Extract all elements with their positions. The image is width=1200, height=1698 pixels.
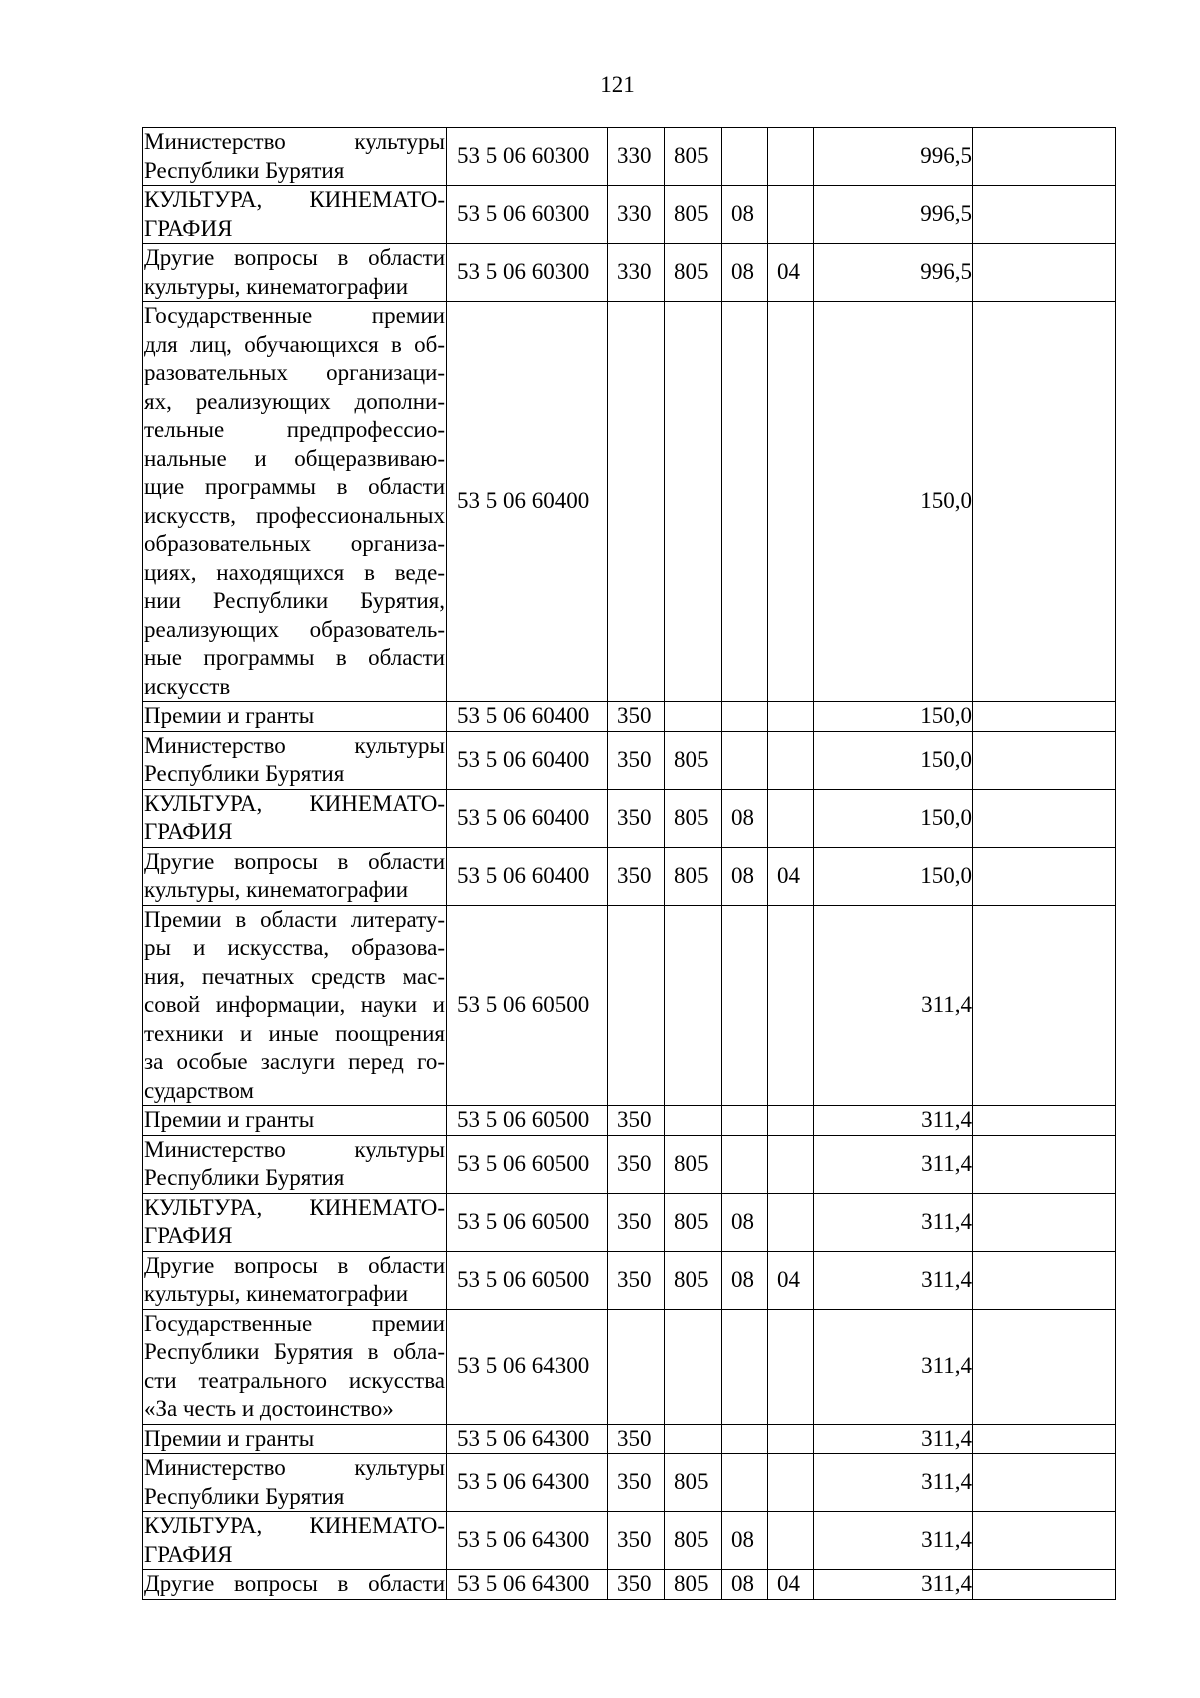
row-name-line: Другие вопросы в области	[144, 848, 445, 874]
table-row	[143, 186, 1116, 244]
row-sum-cell: 150,0	[814, 847, 973, 905]
row-name-cell	[143, 302, 447, 702]
row-sum-cell: 996,5	[814, 128, 973, 186]
row-name-line: культуры, кинематографии	[144, 1281, 409, 1306]
row-name-cell	[143, 1309, 447, 1424]
row-pr-cell: 04	[768, 244, 814, 302]
row-name-line: образовательных организа-	[144, 531, 445, 556]
row-vr-cell: 350	[608, 1193, 665, 1251]
row-extra-cell	[973, 302, 1116, 702]
row-rz-cell	[722, 1106, 768, 1136]
row-code-cell: 53 5 06 64300	[447, 1570, 608, 1600]
row-extra-cell	[973, 1193, 1116, 1251]
table-row	[143, 128, 1116, 186]
row-vr-cell: 350	[608, 1135, 665, 1193]
row-pr-cell	[768, 1135, 814, 1193]
row-grbs-cell: 805	[665, 1193, 722, 1251]
row-grbs-cell	[665, 302, 722, 702]
row-extra-cell	[973, 1454, 1116, 1512]
row-name-line: культуры, кинематографии	[144, 273, 409, 299]
row-code-cell: 53 5 06 60400	[447, 302, 608, 702]
row-code-cell: 53 5 06 60400	[447, 789, 608, 847]
row-name-cell	[143, 1570, 447, 1600]
row-sum-cell: 311,4	[814, 1309, 973, 1424]
row-name-cell	[143, 1424, 447, 1454]
row-vr-cell: 330	[608, 244, 665, 302]
row-code-cell: 53 5 06 60400	[447, 847, 608, 905]
row-extra-cell	[973, 1570, 1116, 1600]
row-name-line: ГРАФИЯ	[144, 215, 233, 241]
table-row	[143, 1570, 1116, 1600]
row-vr-cell: 350	[608, 1251, 665, 1309]
row-pr-cell: 04	[768, 847, 814, 905]
row-name-line: совой информации, науки и	[144, 992, 445, 1017]
row-name-line: сударством	[144, 1077, 254, 1103]
row-pr-cell: 04	[768, 1251, 814, 1309]
row-extra-cell	[973, 702, 1116, 732]
row-sum-cell: 311,4	[814, 1424, 973, 1454]
row-rz-cell	[722, 1309, 768, 1424]
row-rz-cell: 08	[722, 1251, 768, 1309]
table-row	[143, 847, 1116, 905]
row-name-cell	[143, 186, 447, 244]
row-grbs-cell	[665, 1424, 722, 1454]
row-vr-cell: 350	[608, 847, 665, 905]
row-rz-cell	[722, 905, 768, 1106]
row-name-line: Министерство культуры	[144, 732, 445, 758]
row-sum-cell: 311,4	[814, 1570, 973, 1600]
row-grbs-cell: 805	[665, 1570, 722, 1600]
row-extra-cell	[973, 847, 1116, 905]
row-name-line: Премии и гранты	[144, 1425, 315, 1451]
row-name-line: Республики Бурятия	[144, 157, 345, 183]
row-name-line: ры и искусства, образова-	[144, 935, 445, 960]
row-rz-cell	[722, 302, 768, 702]
row-name-line: Республики Бурятия	[144, 761, 345, 786]
row-vr-cell: 350	[608, 1424, 665, 1454]
row-name-line: ные программы в области	[144, 645, 445, 670]
row-code-cell: 53 5 06 60300	[447, 186, 608, 244]
row-name-line: Другие вопросы в области	[144, 245, 445, 270]
row-pr-cell	[768, 1309, 814, 1424]
row-name-cell	[143, 789, 447, 847]
row-name-line: нальные и общеразвиваю-	[144, 445, 445, 471]
row-rz-cell	[722, 1135, 768, 1193]
row-name-line: ния, печатных средств мас-	[144, 963, 445, 989]
row-name-line: Государственные премии	[144, 303, 445, 328]
row-grbs-cell	[665, 1309, 722, 1424]
page-number: 121	[600, 72, 635, 97]
table-row	[143, 731, 1116, 789]
row-sum-cell: 150,0	[814, 302, 973, 702]
row-code-cell: 53 5 06 60300	[447, 244, 608, 302]
row-pr-cell	[768, 1512, 814, 1570]
row-rz-cell	[722, 731, 768, 789]
row-grbs-cell: 805	[665, 128, 722, 186]
row-extra-cell	[973, 1309, 1116, 1424]
row-name-cell	[143, 847, 447, 905]
row-grbs-cell: 805	[665, 731, 722, 789]
row-vr-cell: 330	[608, 186, 665, 244]
row-sum-cell: 311,4	[814, 1135, 973, 1193]
row-name-line: ГРАФИЯ	[144, 819, 233, 844]
row-name-line: для лиц, обучающихся в об-	[144, 331, 445, 357]
row-name-line: КУЛЬТУРА, КИНЕМАТО-	[144, 790, 445, 816]
row-code-cell: 53 5 06 60500	[447, 1106, 608, 1136]
row-sum-cell: 150,0	[814, 731, 973, 789]
row-name-cell	[143, 731, 447, 789]
row-name-line: Государственные премии	[144, 1310, 445, 1336]
row-rz-cell: 08	[722, 186, 768, 244]
row-name-line: Премии в области литерату-	[144, 906, 445, 932]
row-name-cell	[143, 128, 447, 186]
row-rz-cell: 08	[722, 789, 768, 847]
table-row	[143, 1309, 1116, 1424]
row-code-cell: 53 5 06 60500	[447, 1251, 608, 1309]
row-pr-cell	[768, 1424, 814, 1454]
row-vr-cell: 350	[608, 1570, 665, 1600]
row-pr-cell	[768, 302, 814, 702]
row-rz-cell: 08	[722, 1512, 768, 1570]
row-name-line: щие программы в области	[144, 474, 445, 499]
row-code-cell: 53 5 06 64300	[447, 1309, 608, 1424]
row-name-line: за особые заслуги перед го-	[144, 1049, 445, 1074]
row-name-line: Другие вопросы в области	[144, 1252, 445, 1278]
row-pr-cell	[768, 128, 814, 186]
row-extra-cell	[973, 244, 1116, 302]
row-vr-cell: 350	[608, 731, 665, 789]
row-name-line: разовательных организаци-	[144, 360, 445, 385]
row-extra-cell	[973, 1106, 1116, 1136]
row-vr-cell: 330	[608, 128, 665, 186]
table-row	[143, 905, 1116, 1106]
table-row	[143, 302, 1116, 702]
row-extra-cell	[973, 186, 1116, 244]
table-body	[143, 128, 1116, 1600]
row-grbs-cell: 805	[665, 1454, 722, 1512]
row-rz-cell: 08	[722, 1193, 768, 1251]
row-sum-cell: 311,4	[814, 905, 973, 1106]
table-row	[143, 1454, 1116, 1512]
row-name-line: КУЛЬТУРА, КИНЕМАТО-	[144, 1513, 445, 1538]
row-name-cell	[143, 1135, 447, 1193]
row-code-cell: 53 5 06 60500	[447, 1193, 608, 1251]
row-grbs-cell	[665, 905, 722, 1106]
row-extra-cell	[973, 789, 1116, 847]
row-sum-cell: 311,4	[814, 1512, 973, 1570]
row-sum-cell: 311,4	[814, 1251, 973, 1309]
row-name-line: «За честь и достоинство»	[144, 1396, 394, 1421]
row-rz-cell: 08	[722, 847, 768, 905]
row-name-line: ГРАФИЯ	[144, 1223, 233, 1248]
row-code-cell: 53 5 06 60500	[447, 905, 608, 1106]
row-name-cell	[143, 1193, 447, 1251]
row-pr-cell	[768, 905, 814, 1106]
row-name-line: ГРАФИЯ	[144, 1541, 233, 1567]
row-name-line: Министерство культуры	[144, 129, 445, 154]
table-row	[143, 1193, 1116, 1251]
row-extra-cell	[973, 1424, 1116, 1454]
row-extra-cell	[973, 905, 1116, 1106]
row-name-line: нии Республики Бурятия,	[144, 588, 445, 613]
row-extra-cell	[973, 1512, 1116, 1570]
row-sum-cell: 311,4	[814, 1193, 973, 1251]
row-grbs-cell: 805	[665, 1135, 722, 1193]
row-vr-cell: 350	[608, 702, 665, 732]
row-name-line: Республики Бурятия	[144, 1483, 345, 1509]
row-rz-cell: 08	[722, 1570, 768, 1600]
row-name-line: циях, находящихся в веде-	[144, 559, 445, 585]
row-extra-cell	[973, 731, 1116, 789]
row-code-cell: 53 5 06 64300	[447, 1512, 608, 1570]
row-name-line: искусств, профессиональных	[144, 502, 445, 528]
row-name-line: Премии и гранты	[144, 703, 315, 728]
row-pr-cell	[768, 1193, 814, 1251]
row-name-line: Министерство культуры	[144, 1136, 445, 1162]
table-row	[143, 1424, 1116, 1454]
row-name-cell	[143, 244, 447, 302]
row-grbs-cell: 805	[665, 186, 722, 244]
row-code-cell: 53 5 06 60400	[447, 731, 608, 789]
row-pr-cell: 04	[768, 1570, 814, 1600]
row-vr-cell: 350	[608, 1106, 665, 1136]
row-name-cell	[143, 1512, 447, 1570]
row-pr-cell	[768, 731, 814, 789]
row-name-line: Республики Бурятия в обла-	[144, 1339, 445, 1364]
row-name-cell	[143, 1251, 447, 1309]
row-vr-cell	[608, 302, 665, 702]
row-grbs-cell: 805	[665, 244, 722, 302]
budget-table	[142, 127, 1116, 1600]
row-name-line: культуры, кинематографии	[144, 877, 409, 902]
table-row	[143, 789, 1116, 847]
table-row	[143, 1135, 1116, 1193]
row-sum-cell: 996,5	[814, 244, 973, 302]
row-code-cell: 53 5 06 60300	[447, 128, 608, 186]
table-row	[143, 1251, 1116, 1309]
row-code-cell: 53 5 06 60400	[447, 702, 608, 732]
row-grbs-cell	[665, 1106, 722, 1136]
row-name-line: Министерство культуры	[144, 1455, 445, 1480]
row-name-line: КУЛЬТУРА, КИНЕМАТО-	[144, 1194, 445, 1220]
row-name-line: сти театрального искусства	[144, 1367, 445, 1393]
row-grbs-cell: 805	[665, 789, 722, 847]
row-pr-cell	[768, 186, 814, 244]
row-extra-cell	[973, 1135, 1116, 1193]
row-pr-cell	[768, 702, 814, 732]
row-rz-cell	[722, 702, 768, 732]
row-pr-cell	[768, 789, 814, 847]
row-sum-cell: 150,0	[814, 702, 973, 732]
row-code-cell: 53 5 06 64300	[447, 1424, 608, 1454]
row-name-line: Премии и гранты	[144, 1107, 315, 1132]
row-vr-cell: 350	[608, 1454, 665, 1512]
row-name-line: тельные предпрофессио-	[144, 417, 445, 442]
row-sum-cell: 150,0	[814, 789, 973, 847]
row-pr-cell	[768, 1106, 814, 1136]
row-name-cell	[143, 1454, 447, 1512]
row-sum-cell: 311,4	[814, 1106, 973, 1136]
row-sum-cell: 311,4	[814, 1454, 973, 1512]
row-vr-cell	[608, 1309, 665, 1424]
row-pr-cell	[768, 1454, 814, 1512]
row-rz-cell	[722, 128, 768, 186]
table-row	[143, 244, 1116, 302]
row-rz-cell	[722, 1454, 768, 1512]
table-row	[143, 702, 1116, 732]
row-name-line: Другие вопросы в области	[144, 1571, 445, 1596]
row-vr-cell: 350	[608, 789, 665, 847]
row-grbs-cell: 805	[665, 847, 722, 905]
row-grbs-cell: 805	[665, 1512, 722, 1570]
row-vr-cell: 350	[608, 1512, 665, 1570]
row-name-line: ях, реализующих дополни-	[144, 388, 445, 414]
row-name-line: КУЛЬТУРА, КИНЕМАТО-	[144, 187, 445, 212]
row-name-line: Республики Бурятия	[144, 1165, 345, 1190]
row-name-cell	[143, 702, 447, 732]
row-code-cell: 53 5 06 60500	[447, 1135, 608, 1193]
row-rz-cell	[722, 1424, 768, 1454]
row-code-cell: 53 5 06 64300	[447, 1454, 608, 1512]
table-row	[143, 1106, 1116, 1136]
row-name-line: реализующих образователь-	[144, 616, 445, 642]
row-name-line: искусств	[144, 673, 231, 699]
row-vr-cell	[608, 905, 665, 1106]
row-name-cell	[143, 905, 447, 1106]
row-rz-cell: 08	[722, 244, 768, 302]
row-extra-cell	[973, 128, 1116, 186]
row-extra-cell	[973, 1251, 1116, 1309]
row-name-cell	[143, 1106, 447, 1136]
table-row	[143, 1512, 1116, 1570]
row-grbs-cell	[665, 702, 722, 732]
row-name-line: техники и иные поощрения	[144, 1020, 445, 1046]
row-sum-cell: 996,5	[814, 186, 973, 244]
row-grbs-cell: 805	[665, 1251, 722, 1309]
